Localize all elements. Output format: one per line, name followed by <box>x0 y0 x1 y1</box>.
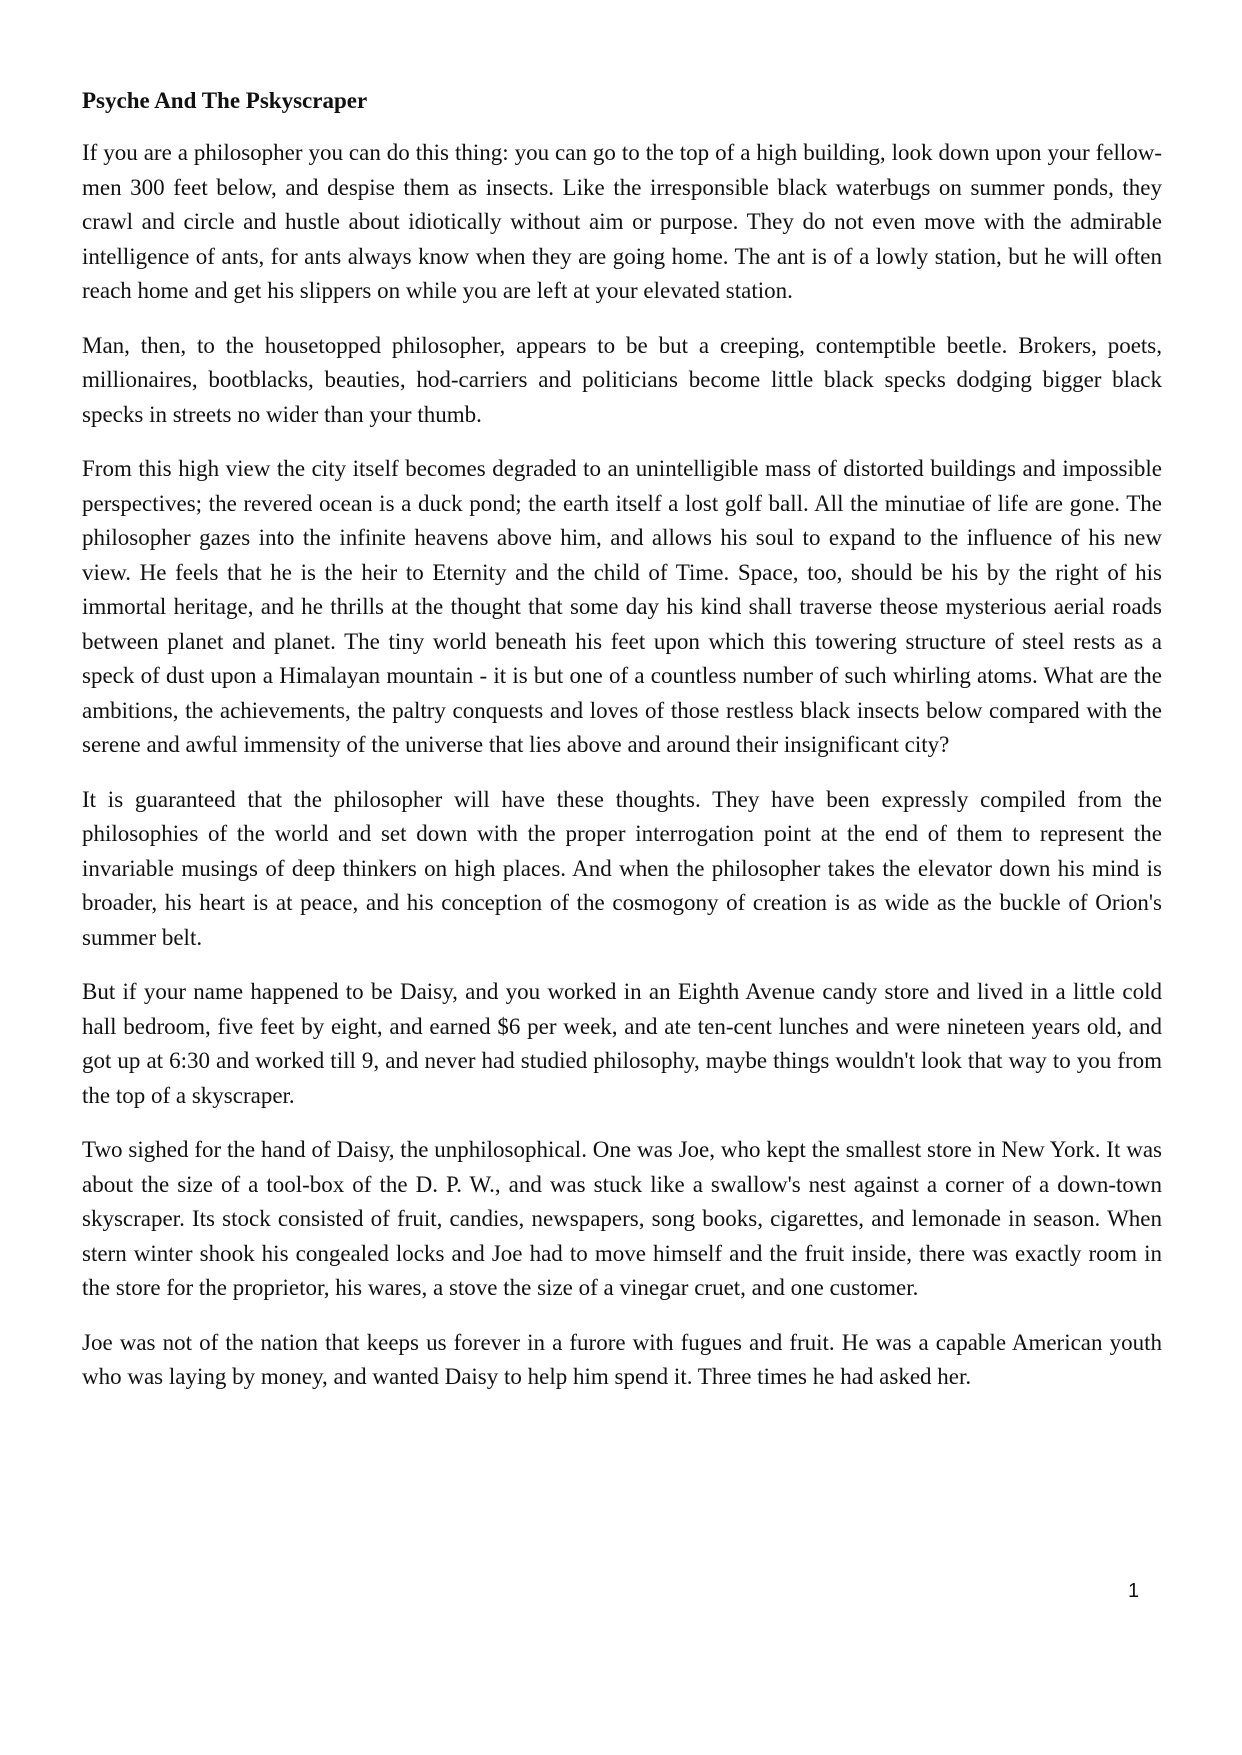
document-body <box>82 84 1162 1415</box>
story-title: Psyche And The Pskyscraper <box>82 88 368 113</box>
paragraph-1: If you are a philosopher you can do this thing: you can go to the top of a high building, look down upon your fellow-men 300 feet below, and despise them as insects. Like the irresponsible black waterbugs on summer ponds, they crawl and circle and hustle about idiotically without aim or purpose. They do not even move with the admirable intelligence of ants, for ants always know when they are going home. The ant is of a lowly station, but he will often reach home and get his slippers on while you are left at your elevated station. <box>82 140 1162 303</box>
paragraph-6: Two sighed for the hand of Daisy, the unphilosophical. One was Joe, who kept the smallest store in New York. It was about the size of a tool-box of the D. P. W., and was stuck like a swallow's nest against a corner of a down-town skyscraper. Its stock consisted of fruit, candies, newspapers, song books, cigarettes, and lemonade in season. When stern winter shook his congealed locks and Joe had to move himself and the fruit inside, there was exactly room in the store for the proprietor, his wares, a stove the size of a vinegar cruet, and one customer. <box>82 1137 1162 1300</box>
paragraph-7: Joe was not of the nation that keeps us forever in a furore with fugues and fruit. He was a capable American youth who was laying by money, and wanted Daisy to help him spend it. Three times he had asked her. <box>82 1329 1162 1389</box>
page-number: 1 <box>1128 1580 1140 1602</box>
paragraph-4: It is guaranteed that the philosopher will have these thoughts. They have been expressly compiled from the philosophies of the world and set down with the proper interrogation point at the end of them to represent the invariable musings of deep thinkers on high places. And when the philosopher takes the elevator down his mind is broader, his heart is at peace, and his conception of the cosmogony of creation is as wide as the buckle of Orion's summer belt. <box>82 786 1162 950</box>
paragraph-3: From this high view the city itself becomes degraded to an unintelligible mass of distorted buildings and impossible perspectives; the revered ocean is a duck pond; the earth itself a lost golf ball. All the minutiae of life are gone. The philosopher gazes into the infinite heavens above him, and allows his soul to expand to the influence of his new view. He feels that he is the heir to Eternity and the child of Time. Space, too, should be his by the right of his immortal heritage, and he thrills at the thought that some day his kind shall traverse theose mysterious aerial roads between planet and planet. The tiny world beneath his feet upon which this towering structure of steel rests as a speck of dust upon a Himalayan mountain - it is but one of a countless number of such whirling atoms. What are the ambitions, the achievements, the paltry conquests and loves of those restless black insects below compared with the serene and awful immensity of the universe that lies above and around their insignificant city? <box>82 456 1162 757</box>
paragraph-5: But if your name happened to be Daisy, and you worked in an Eighth Avenue candy store and lived in a little cold hall bedroom, five feet by eight, and earned $6 per week, and ate ten-cent lunches and were nineteen years old, and got up at 6:30 and worked till 9, and never had studied philosophy, maybe things wouldn't look that way to you from the top of a skyscraper. <box>82 979 1162 1108</box>
paragraph-2: Man, then, to the housetopped philosopher, appears to be but a creeping, contemptible beetle. Brokers, poets, millionaires, bootblacks, beauties, hod-carriers and politicians become little black specks dodging bigger black specks in streets no wider than your thumb. <box>82 332 1162 427</box>
